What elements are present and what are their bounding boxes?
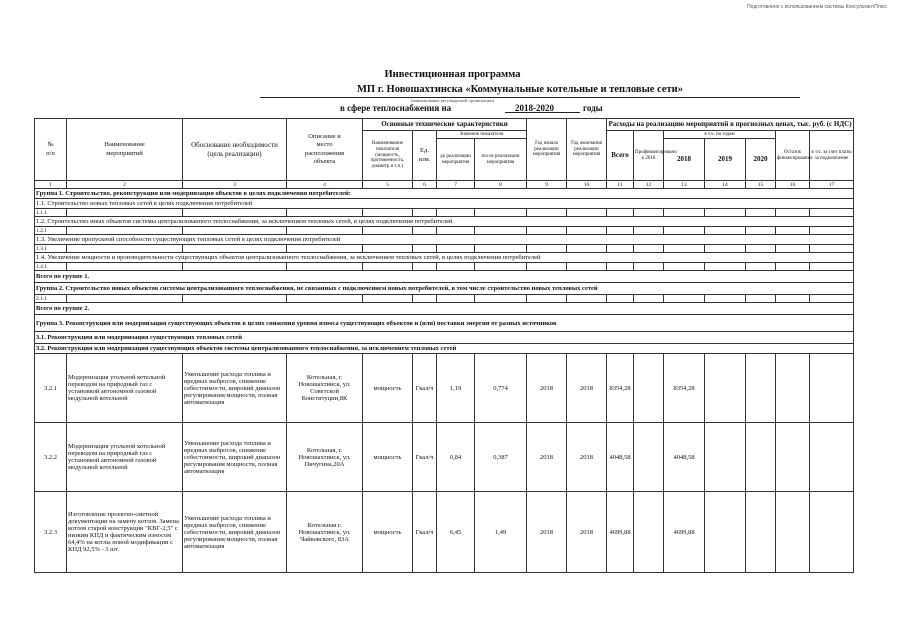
document-title: Инвестиционная программа bbox=[384, 69, 521, 80]
col-number: 13 bbox=[664, 181, 705, 189]
col-number: 10 bbox=[567, 181, 607, 189]
col-number: 4 bbox=[287, 181, 363, 189]
section-1-2: 1.2. Строительство иных объектов системы централизованного теплоснабжения, за исключением тепловых сетей, в целях подключения потребителей bbox=[35, 217, 854, 227]
section-3-2: 3.2. Реконструкция или модернизация существующих объектов системы централизованного теплоснабжения, за исключением тепловых сетей bbox=[35, 344, 854, 354]
row-tariff bbox=[810, 354, 854, 423]
col-number: 8 bbox=[475, 181, 527, 189]
row-unit: Гкал/ч bbox=[413, 423, 437, 492]
table-row bbox=[35, 492, 854, 573]
row-financed bbox=[634, 423, 664, 492]
col-number: 16 bbox=[776, 181, 810, 189]
column-numbers-row bbox=[35, 181, 854, 189]
row-tariff bbox=[810, 492, 854, 573]
col-number: 9 bbox=[527, 181, 567, 189]
company-name: МП г. Новошахтинска «Коммунальные котельные и тепловые сети» bbox=[357, 84, 683, 95]
row-after: 0,387 bbox=[475, 423, 527, 492]
section-1-4: 1.4. Увеличение мощности и производительности существующих объектов централизованного теплоснабжения, за исключением тепловых сетей, в целях подключения потребителей bbox=[35, 253, 854, 263]
row-unit: Гкал/ч bbox=[413, 354, 437, 423]
col-tariff-header: в т.ч. за счет платы за подключение bbox=[810, 131, 854, 181]
row-1-1-1: 1.1.1 bbox=[35, 209, 67, 217]
row-before: 1,19 bbox=[437, 354, 475, 423]
row-remaining bbox=[776, 423, 810, 492]
col-after-header: после реализации мероприятия bbox=[475, 139, 527, 181]
group-3-heading: Группа 3. Реконструкция или модернизация существующих объектов в целях снижения уровня износа существующих объектов и (или) поставки энергии от разных источников bbox=[35, 315, 854, 332]
table-row bbox=[35, 354, 854, 423]
row-indicator: мощность bbox=[363, 354, 413, 423]
company-note: (наименование регулируемой организации) bbox=[410, 98, 495, 103]
sphere-label: в сфере теплоснабжения на bbox=[340, 103, 452, 113]
row-2019 bbox=[705, 492, 746, 573]
col-total-header: Всего bbox=[607, 131, 634, 181]
group-2-total: Всего по группе 2. bbox=[35, 303, 854, 315]
row-2020 bbox=[746, 423, 776, 492]
row-name: Изготовление проектно-сметной документации на замену котлов. Замена котлов старой конструкции "КВГ-2,5" с низким КПД и фактическим износом 64,4% на котлы новой модификации с КПД 92,5% - 3 шт. bbox=[67, 492, 183, 573]
col-start-header: Год начала реализации мероприятия bbox=[527, 119, 567, 181]
col-2019-header: 2019 bbox=[705, 139, 746, 181]
col-number: 5 bbox=[363, 181, 413, 189]
row-1-4-1: 1.4.1 bbox=[35, 263, 67, 271]
col-end-header: Год окончания реализации мероприятия bbox=[567, 119, 607, 181]
row-total: 8354,28 bbox=[607, 354, 634, 423]
row-name: Модернизация угольной котельной переводом на природный газ с установкой автономной газовой модульной котельной bbox=[67, 354, 183, 423]
row-description: Котельная, г. Новошахтинск, ул. Пичугина,20А bbox=[287, 423, 363, 492]
row-1-2-1: 1.2.1 bbox=[35, 227, 67, 235]
col-number: 3 bbox=[183, 181, 287, 189]
row-justification: Уменьшение расхода топлива и вредных выбросов, снижение себестоимости, широкий диапазон регулирования мощности, полная автоматизация bbox=[183, 423, 287, 492]
row-end-year: 2018 bbox=[567, 423, 607, 492]
col-number: 11 bbox=[607, 181, 634, 189]
row-after: 1,49 bbox=[475, 492, 527, 573]
col-value-header: Значение показателя bbox=[437, 131, 527, 139]
group-1-total: Всего по группе 1. bbox=[35, 271, 854, 283]
row-2019 bbox=[705, 354, 746, 423]
col-number: 15 bbox=[746, 181, 776, 189]
col-number: 2 bbox=[67, 181, 183, 189]
row-financed bbox=[634, 354, 664, 423]
row-indicator: мощность bbox=[363, 492, 413, 573]
col-number: 7 bbox=[437, 181, 475, 189]
row-end-year: 2018 bbox=[567, 354, 607, 423]
row-justification: Уменьшение расхода топлива и вредных выбросов, снижение себестоимости, широкий диапазон регулирования мощности, полная автоматизация bbox=[183, 354, 287, 423]
row-2020 bbox=[746, 492, 776, 573]
row-tariff bbox=[810, 423, 854, 492]
row-start-year: 2018 bbox=[527, 423, 567, 492]
row-total: 4048,58 bbox=[607, 423, 634, 492]
col-description-header: Описание и место расположения объекта bbox=[287, 119, 363, 181]
row-2018: 4699,88 bbox=[664, 492, 705, 573]
row-justification: Уменьшение расхода топлива и вредных выбросов, снижение себестоимости, широкий диапазон регулирования мощности, полная автоматизация bbox=[183, 492, 287, 573]
col-before-header: до реализации мероприятия bbox=[437, 139, 475, 181]
row-unit: Гкал/ч bbox=[413, 492, 437, 573]
col-financed-header: Профинансировано к 2018 bbox=[634, 131, 664, 181]
row-num: 3.2.3 bbox=[35, 492, 67, 573]
row-end-year: 2018 bbox=[567, 492, 607, 573]
col-number: 1 bbox=[35, 181, 67, 189]
row-2019 bbox=[705, 423, 746, 492]
col-unit-header: Ед. изм. bbox=[413, 131, 437, 181]
col-num-header: № п/п bbox=[35, 119, 67, 181]
col-name-header: Наименование мероприятий bbox=[67, 119, 183, 181]
program-years: 2018-2020 bbox=[515, 103, 554, 113]
row-num: 3.2.2 bbox=[35, 423, 67, 492]
section-1-3: 1.3. Увеличение пропускной способности существующих тепловых сетей в целях подключения потребителей bbox=[35, 235, 854, 245]
row-indicator: мощность bbox=[363, 423, 413, 492]
row-total: 4699,88 bbox=[607, 492, 634, 573]
col-costs-header: Расходы на реализацию мероприятий в прогнозных ценах, тыс. руб. (с НДС) bbox=[607, 119, 854, 131]
col-number: 12 bbox=[634, 181, 664, 189]
group-2-heading: Группа 2. Строительство новых объектов системы централизованного теплоснабжения, не связанных с подключением новых потребителей, в том числе строительство новых тепловых сетей bbox=[35, 283, 854, 295]
row-name: Модернизация угольной котельной переводом на природный газ с установкой автономной газовой модульной котельной bbox=[67, 423, 183, 492]
row-1-3-1: 1.3.1 bbox=[35, 245, 67, 253]
row-num: 3.2.1 bbox=[35, 354, 67, 423]
row-description: Котельная г. Новошахтинск, ул. Чайковского, 83А bbox=[287, 492, 363, 573]
row-description: Котельная, г. Новошахтинск, ул. Советской Конституции,8К bbox=[287, 354, 363, 423]
col-number: 17 bbox=[810, 181, 854, 189]
row-before: 6,45 bbox=[437, 492, 475, 573]
row-2-1-1: 2.1.1 bbox=[35, 295, 67, 303]
row-2018: 4048,58 bbox=[664, 423, 705, 492]
row-remaining bbox=[776, 354, 810, 423]
row-start-year: 2018 bbox=[527, 354, 567, 423]
col-2020-header: 2020 bbox=[746, 139, 776, 181]
row-2020 bbox=[746, 354, 776, 423]
consultant-note: Подготовлено с использованием системы КонсультантПлюс bbox=[747, 4, 887, 10]
col-2018-header: 2018 bbox=[664, 139, 705, 181]
years-underline bbox=[505, 112, 580, 113]
group-1-heading: Группа 1. Строительство, реконструкция или модернизация объектов в целях подключения потребителей: bbox=[35, 189, 854, 199]
row-after: 0,774 bbox=[475, 354, 527, 423]
table-row bbox=[35, 423, 854, 492]
col-remaining-header: Остаток финансирования bbox=[776, 131, 810, 181]
row-remaining bbox=[776, 492, 810, 573]
col-justification-header: Обоснование необходимости (цель реализации) bbox=[183, 119, 287, 181]
col-byyears-header: в т.ч. по годам bbox=[664, 131, 776, 139]
row-financed bbox=[634, 492, 664, 573]
col-indicator-header: Наименование показателя (мощность, протяженность, диаметр и т.п.) bbox=[363, 131, 413, 181]
col-number: 6 bbox=[413, 181, 437, 189]
years-suffix: годы bbox=[583, 103, 603, 113]
col-number: 14 bbox=[705, 181, 746, 189]
investment-table bbox=[34, 118, 854, 573]
row-start-year: 2018 bbox=[527, 492, 567, 573]
section-1-1: 1.1. Строительство новых тепловых сетей в целях подключения потребителей bbox=[35, 199, 854, 209]
col-tech-header: Основные технические характеристики bbox=[363, 119, 527, 131]
row-2018: 8354,28 bbox=[664, 354, 705, 423]
section-3-1: 3.1. Реконструкция или модернизация существующих тепловых сетей bbox=[35, 332, 854, 344]
row-before: 0,84 bbox=[437, 423, 475, 492]
